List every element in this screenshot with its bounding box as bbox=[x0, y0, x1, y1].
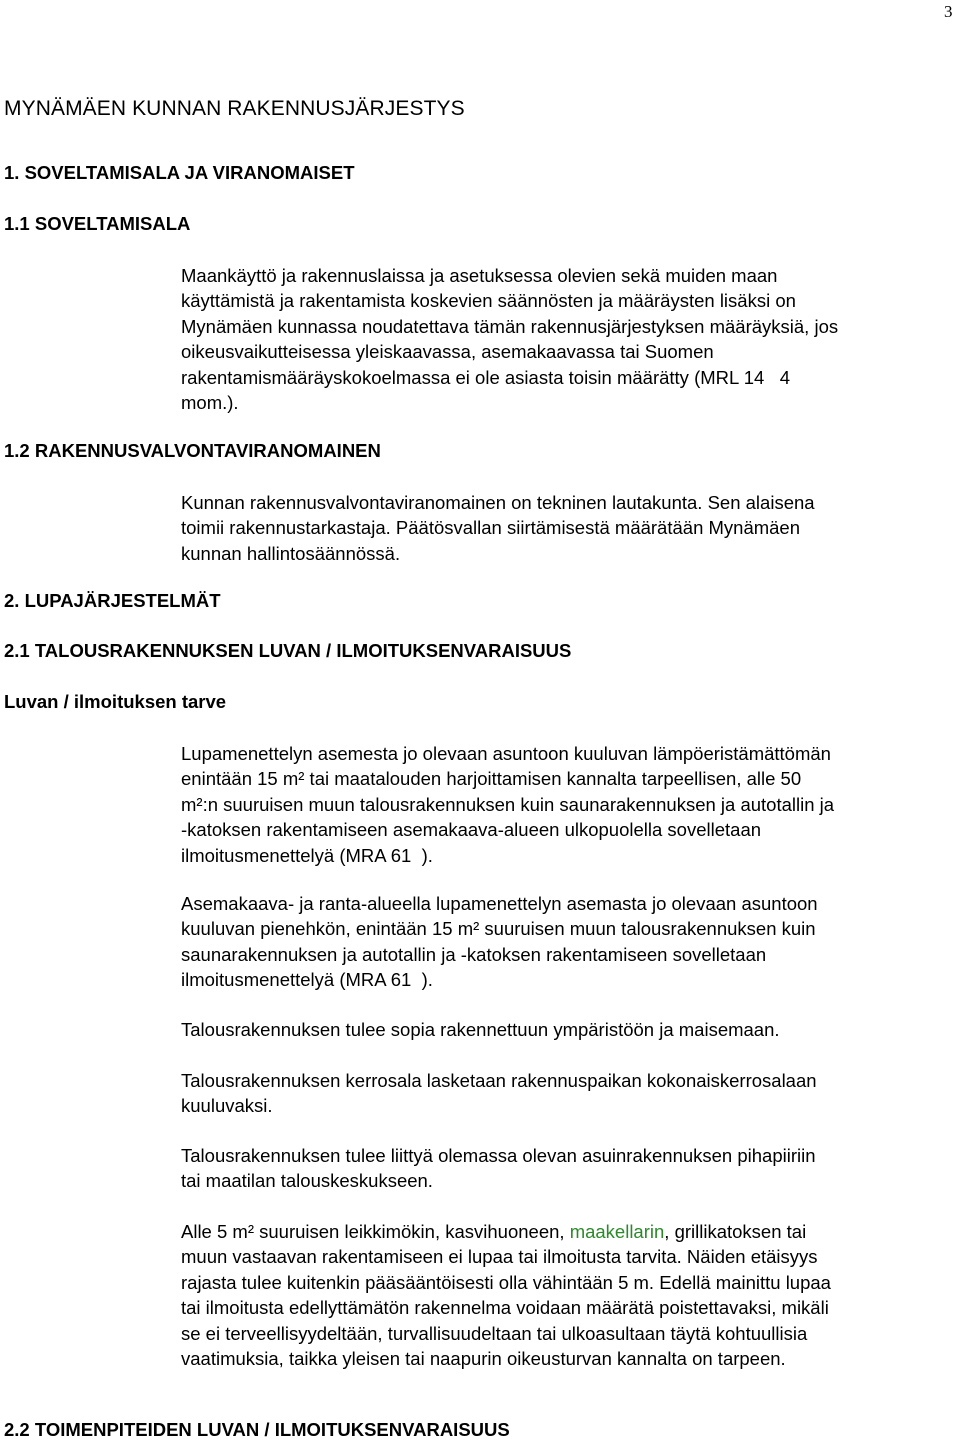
page-number: 3 bbox=[944, 2, 953, 21]
text-line: saunarakennuksen ja autotallin ja -katoksen rakentamiseen sovelletaan bbox=[181, 943, 767, 965]
text-line: -katoksen rakentamiseen asemakaava-alueen ulkopuolella sovelletaan bbox=[181, 819, 762, 841]
paragraph-3 bbox=[181, 1017, 960, 1042]
paragraph-1 bbox=[181, 741, 960, 868]
section-2-1-heading: 2.1 TALOUSRAKENNUKSEN LUVAN / ILMOITUKSENVARAISUUS bbox=[4, 640, 572, 661]
text-line: käyttämistä ja rakentamista koskevien säännösten ja määräysten lisäksi on bbox=[181, 290, 796, 312]
text-line bbox=[181, 967, 960, 992]
text-line: Asemakaava- ja ranta-alueella lupamenettelyn asemasta jo olevaan asuntoon bbox=[181, 893, 818, 914]
text-line: se ei terveellisyydeltään, turvallisuudeltaan tai ulkoasultaan täytä kohtuullisia bbox=[181, 1322, 808, 1344]
section-1-2-heading: 1.2 RAKENNUSVALVONTAVIRANOMAINEN bbox=[4, 440, 381, 461]
text-line: Mynämäen kunnassa noudatettava tämän rakennusjärjestyksen määräyksiä, jos bbox=[181, 315, 839, 337]
text-fragment: ilmoitusmenettelyä (MRA 61 bbox=[181, 844, 412, 866]
section-2-2-heading: 2.2 TOIMENPITEIDEN LUVAN / ILMOITUKSENVARAISUUS bbox=[4, 1419, 510, 1440]
text-line: enintään 15 m² tai maatalouden harjoittamisen kannalta tarpeellisen, alle 50 bbox=[181, 768, 802, 790]
text-fragment: ). bbox=[421, 844, 433, 866]
text-line: vaatimuksia, taikka yleisen tai naapurin oikeusturvan kannalta on tarpeen. bbox=[181, 1348, 786, 1370]
text-line: rajasta tulee kuitenkin pääsääntöisesti olla vähintään 5 m. Edellä mainittu lupaa bbox=[181, 1271, 831, 1293]
text-line: kuuluvaksi. bbox=[181, 1095, 273, 1117]
text-fragment: rakentamismääräyskokoelmassa ei ole asiasta toisin määrätty (MRL 14 bbox=[181, 366, 765, 388]
text-line: m²:n suuruisen muun talousrakennuksen kuin saunarakennuksen ja autotallin ja bbox=[181, 793, 835, 815]
text-line: tai maatilan talouskeskukseen. bbox=[181, 1170, 433, 1192]
paragraph-4 bbox=[181, 1068, 960, 1119]
text-line: muun vastaavan rakentamiseen ei lupaa tai ilmoitusta tarvita. Näiden etäisyys bbox=[181, 1246, 818, 1268]
document-title: MYNÄMÄEN KUNNAN RAKENNUSJÄRJESTYS bbox=[4, 97, 465, 120]
paragraph-2 bbox=[181, 891, 960, 993]
section-1-heading: 1. SOVELTAMISALA JA VIRANOMAISET bbox=[4, 162, 355, 183]
paragraph-5 bbox=[181, 1143, 960, 1194]
text-line: mom.). bbox=[181, 392, 239, 414]
text-fragment: Alle 5 m² suuruisen leikkimökin, kasvihuoneen, bbox=[181, 1221, 570, 1242]
text-line: Lupamenettelyn asemesta jo olevaan asuntoon kuuluvan lämpöeristämättömän bbox=[181, 743, 831, 764]
text-line: Talousrakennuksen tulee liittyä olemassa olevan asuinrakennuksen pihapiiriin bbox=[181, 1145, 816, 1166]
text-line: kuuluvan pienehkön, enintään 15 m² suuruisen muun talousrakennuksen kuin bbox=[181, 918, 816, 940]
text-line: Talousrakennuksen tulee sopia rakennettuun ympäristöön ja maisemaan. bbox=[181, 1019, 780, 1040]
text-fragment: 4 bbox=[779, 366, 791, 388]
text-line bbox=[181, 365, 960, 390]
text-line: Talousrakennuksen kerrosala lasketaan rakennuspaikan kokonaiskerrosalaan bbox=[181, 1070, 817, 1091]
text-fragment: ). bbox=[421, 969, 433, 991]
maakellari-link[interactable]: maakellarin bbox=[569, 1221, 665, 1242]
section-2-1-subheading: Luvan / ilmoituksen tarve bbox=[4, 691, 227, 712]
text-line: Kunnan rakennusvalvontaviranomainen on tekninen lautakunta. Sen alaisena bbox=[181, 492, 815, 513]
text-line: oikeusvaikutteisessa yleiskaavassa, asemakaavassa tai Suomen bbox=[181, 341, 714, 363]
text-line: tai ilmoitusta edellyttämätön rakennelma voidaan määrätä poistettavaksi, mikäli bbox=[181, 1297, 829, 1319]
section-2-heading: 2. LUPAJÄRJESTELMÄT bbox=[4, 590, 221, 611]
text-line bbox=[181, 1219, 960, 1244]
text-line: kunnan hallintosäännössä. bbox=[181, 542, 401, 564]
section-1-1-text bbox=[181, 263, 960, 415]
text-line: toimii rakennustarkastaja. Päätösvallan siirtämisestä määrätään Mynämäen bbox=[181, 517, 801, 539]
section-1-2-text bbox=[181, 490, 960, 566]
text-line: Maankäyttö ja rakennuslaissa ja asetuksessa olevien sekä muiden maan bbox=[181, 265, 778, 286]
text-line bbox=[181, 843, 960, 868]
paragraph-6 bbox=[181, 1219, 960, 1371]
text-fragment: ilmoitusmenettelyä (MRA 61 bbox=[181, 969, 412, 991]
section-1-1-heading: 1.1 SOVELTAMISALA bbox=[4, 213, 191, 234]
text-fragment: , grillikatoksen tai bbox=[664, 1221, 807, 1242]
